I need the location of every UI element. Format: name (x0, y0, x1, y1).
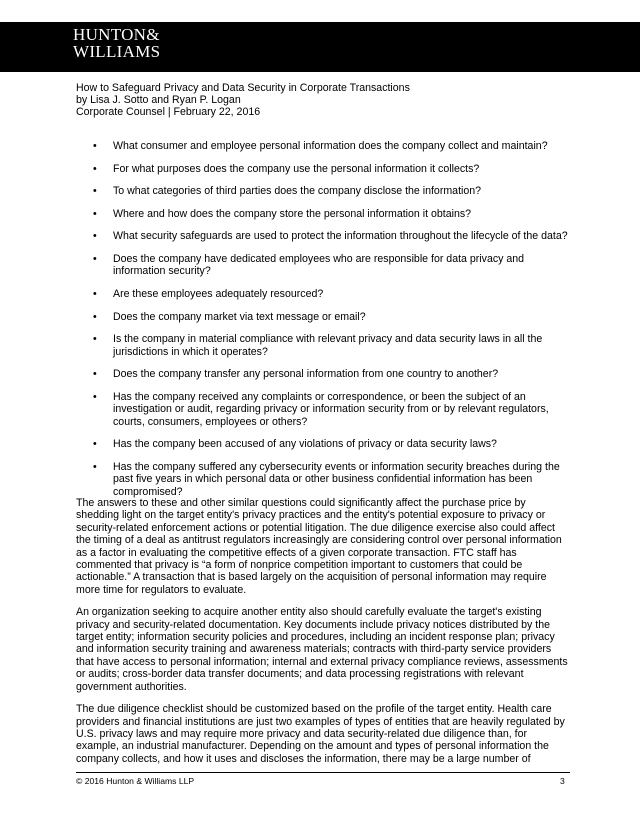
body-paragraph: An organization seeking to acquire another entity also should carefully evaluate the target's existing privacy and security-related documentation. Key documents include privacy notices distributed by the target entity; information security policies and procedures, including an incident response plan; privacy and information security training and awareness materials; contracts with third-party service providers that have access to personal information; internal and external privacy compliance reviews, assessments or audits; cross-border data transfer documents; and data processing registrations with relevant government authorities. (76, 606, 568, 693)
list-item-text: What consumer and employee personal information does the company collect and maintain? (113, 140, 548, 152)
article-source: Corporate Counsel | February 22, 2016 (76, 106, 261, 119)
bullet-icon: • (93, 438, 97, 451)
page-number: 3 (560, 776, 565, 786)
bullet-icon: • (93, 390, 97, 403)
list-item (93, 368, 571, 380)
list-item-text: What security safeguards are used to protect the information throughout the lifecycle of the data? (113, 230, 568, 243)
bullet-icon: • (93, 140, 97, 152)
list-item (93, 288, 571, 300)
list-item-text: Has the company suffered any cybersecurity events or information security breaches during the past five years in which personal data or other business confidential information has been compromised? (113, 460, 560, 498)
bullet-icon: • (93, 287, 97, 300)
firm-logo (73, 26, 160, 60)
bullet-icon: • (93, 368, 97, 381)
list-item (93, 311, 571, 323)
logo-line-1: HUNTON& (73, 25, 160, 44)
due-diligence-questions (93, 140, 571, 508)
footer-copyright: © 2016 Hunton & Williams LLP (76, 776, 195, 786)
article-masthead (76, 82, 410, 119)
logo-line-2: WILLIAMS (73, 42, 161, 61)
list-item-text: Has the company been accused of any violations of privacy or data security laws? (113, 438, 497, 451)
bullet-icon: • (93, 230, 97, 243)
list-item-text: Does the company have dedicated employees who are responsible for data privacy and information security? (113, 252, 525, 278)
bullet-icon: • (93, 207, 97, 220)
bullet-icon: • (93, 333, 97, 346)
bullet-icon: • (93, 460, 97, 473)
list-item-text: For what purposes does the company use the personal information it collects? (113, 162, 480, 175)
list-item (93, 253, 571, 278)
bullet-icon: • (93, 162, 97, 175)
list-item-text: Are these employees adequately resourced? (113, 287, 324, 300)
list-item-text: Where and how does the company store the personal information it obtains? (113, 207, 472, 220)
footer-divider (76, 772, 570, 773)
list-item (93, 391, 571, 428)
list-item-text: Does the company market via text message or email? (113, 310, 366, 323)
body-paragraph: The due diligence checklist should be customized based on the profile of the target entity. Health care providers and financial institutions are just two examples of types of entities that are heavily regulated by U.S. privacy laws and may require more privacy and data security-related due diligence than, for example, an industrial manufacturer. Depending on the amount and types of personal information the company collects, and how it uses and discloses the information, there may be a large number of (76, 703, 565, 765)
article-authors: by Lisa J. Sotto and Ryan P. Logan (76, 94, 241, 107)
list-item (93, 208, 571, 220)
list-item (93, 163, 571, 175)
list-item-text: To what categories of third parties does the company disclose the information? (113, 185, 482, 198)
bullet-icon: • (93, 310, 97, 323)
list-item (93, 333, 571, 358)
body-paragraph: The answers to these and other similar questions could significantly affect the purchase price by shedding light on the target entity's privacy practices and the entity's potential exposure to privacy or security-related enforcement actions or potential litigation. The due diligence exercise also could affect the timing of a deal as antitrust regulators increasingly are considering control over personal information as a factor in evaluating the competitive effects of a given corporate transaction. FTC staff has commented that privacy is “a form of nonprice competition important to customers that could be actionable.” A transaction that is based largely on the acquisition of personal information may require more time for regulators to evaluate. (76, 497, 562, 596)
list-item (93, 438, 571, 450)
bullet-icon: • (93, 252, 97, 265)
list-item (93, 230, 571, 242)
list-item (93, 140, 571, 152)
article-body (76, 497, 570, 775)
bullet-icon: • (93, 185, 97, 198)
list-item (93, 461, 571, 498)
list-item-text: Is the company in material compliance with relevant privacy and data security laws in all the jurisdictions in which it operates? (113, 333, 543, 358)
header-banner (0, 22, 640, 72)
list-item-text: Has the company received any complaints or correspondence, or been the subject of an investigation or audit, regarding privacy or information security from or by relevant regulators, courts, consumers, employees or others? (113, 390, 549, 428)
article-title: How to Safeguard Privacy and Data Security in Corporate Transactions (76, 82, 410, 94)
list-item (93, 185, 571, 197)
list-item-text: Does the company transfer any personal information from one country to another? (113, 368, 499, 381)
